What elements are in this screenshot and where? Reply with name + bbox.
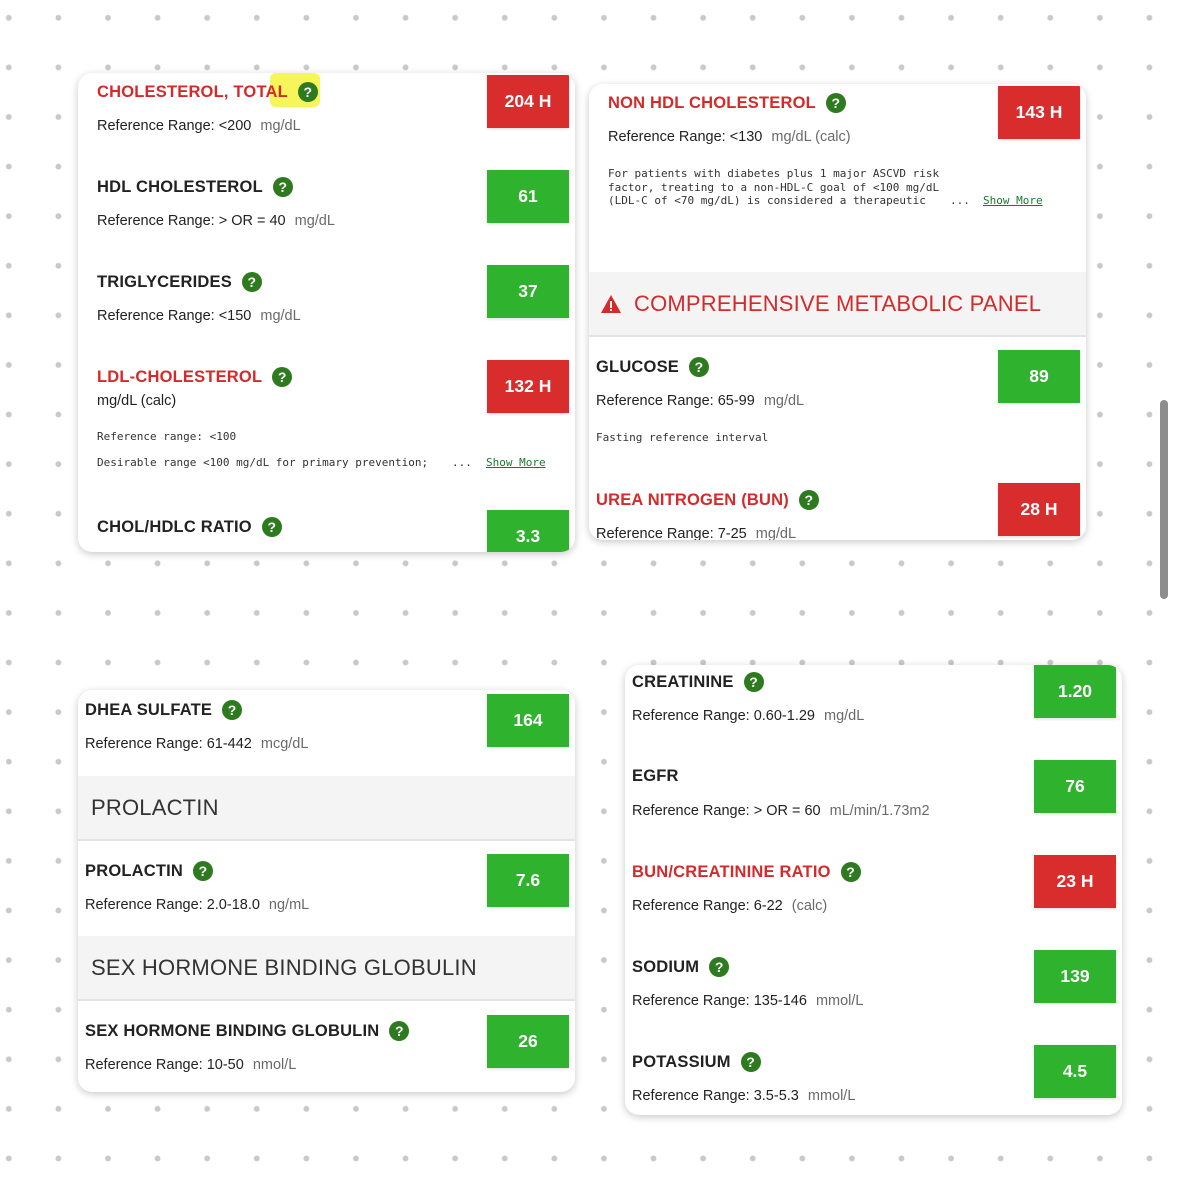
result-value-dhea: 164	[487, 694, 569, 747]
show-more-link[interactable]: Show More	[486, 456, 546, 469]
help-icon[interactable]: ?	[242, 272, 262, 292]
reference-range: Reference Range: 135-146 mmol/L	[632, 993, 864, 1009]
comment-text: Reference range: <100	[97, 430, 237, 443]
section-header-shbg	[78, 936, 575, 1001]
metabolic-panel-card	[589, 84, 1086, 540]
help-icon[interactable]: ?	[273, 177, 293, 197]
reference-range: Reference Range: <200 mg/dL	[97, 118, 301, 134]
lipid-panel-card	[78, 73, 575, 552]
section-header-prolactin	[78, 776, 575, 841]
test-name-creatinine[interactable]: CREATININE ?	[632, 672, 764, 692]
result-value-creatinine: 1.20	[1034, 665, 1116, 718]
result-value-shbg: 26	[487, 1015, 569, 1068]
reference-range: Reference Range: 6-22 (calc)	[632, 898, 828, 914]
test-name-cholesterol-total[interactable]: CHOLESTEROL, TOTAL ?	[97, 82, 318, 102]
comment-ellipsis: ...	[452, 456, 472, 469]
result-value-bun-creatinine-ratio: 23 H	[1034, 855, 1116, 908]
comment-text: For patients with diabetes plus 1 major ASCVD risk factor, treating to a non-HDL-C goal of <100 mg/dL (LDL-C of <70 mg/dL) is considered a therapeutic	[608, 167, 940, 207]
help-icon[interactable]: ?	[709, 957, 729, 977]
test-name-potassium[interactable]: POTASSIUM ?	[632, 1052, 761, 1072]
help-icon[interactable]: ?	[799, 490, 819, 510]
result-value-potassium: 4.5	[1034, 1045, 1116, 1098]
help-icon[interactable]: ?	[262, 517, 282, 537]
reference-range: Reference Range: > OR = 40 mg/dL	[97, 213, 335, 229]
help-icon[interactable]: ?	[193, 861, 213, 881]
help-icon[interactable]: ?	[222, 700, 242, 720]
test-name-bun-creatinine-ratio[interactable]: BUN/CREATININE RATIO ?	[632, 862, 861, 882]
reference-range: Reference Range: <150 mg/dL	[97, 308, 301, 324]
show-more-link[interactable]: Show More	[983, 194, 1043, 207]
test-name-ldl[interactable]: LDL-CHOLESTEROL ?	[97, 367, 292, 387]
hormone-panel-card	[78, 690, 575, 1092]
help-icon[interactable]: ?	[389, 1021, 409, 1041]
result-value-ldl: 132 H	[487, 360, 569, 413]
result-value-hdl: 61	[487, 170, 569, 223]
result-value-egfr: 76	[1034, 760, 1116, 813]
result-value-triglycerides: 37	[487, 265, 569, 318]
help-icon[interactable]: ?	[744, 672, 764, 692]
section-title: COMPREHENSIVE METABOLIC PANEL	[634, 290, 1042, 316]
result-value-cholesterol-total: 204 H	[487, 75, 569, 128]
result-value-chol-hdl-ratio: 3.3	[487, 510, 569, 552]
reference-range: Reference Range: 65-99 mg/dL	[596, 393, 805, 409]
reference-range: mg/dL (calc)	[97, 393, 177, 409]
test-name-non-hdl[interactable]: NON HDL CHOLESTEROL ?	[608, 93, 846, 113]
help-icon[interactable]: ?	[841, 862, 861, 882]
section-title: PROLACTIN	[91, 794, 219, 820]
reference-range: Reference Range: 10-50 nmol/L	[85, 1057, 297, 1073]
comment-text: Fasting reference interval	[596, 431, 769, 444]
reference-range: Reference Range: > OR = 60 mL/min/1.73m2	[632, 803, 930, 819]
comment-ellipsis: ...	[950, 194, 970, 207]
test-name-dhea[interactable]: DHEA SULFATE ?	[85, 700, 242, 720]
section-title: SEX HORMONE BINDING GLOBULIN	[91, 954, 477, 980]
test-name-shbg[interactable]: SEX HORMONE BINDING GLOBULIN ?	[85, 1021, 409, 1041]
result-value-bun: 28 H	[998, 483, 1080, 536]
section-header-cmp	[589, 272, 1086, 337]
help-icon[interactable]: ?	[689, 357, 709, 377]
kidney-panel-card	[625, 665, 1122, 1115]
test-name-sodium[interactable]: SODIUM ?	[632, 957, 729, 977]
result-value-non-hdl: 143 H	[998, 86, 1080, 139]
help-icon[interactable]: ?	[272, 367, 292, 387]
scrollbar[interactable]	[1160, 400, 1168, 599]
warning-icon	[600, 294, 622, 314]
result-value-prolactin: 7.6	[487, 854, 569, 907]
reference-range: Reference Range: 61-442 mcg/dL	[85, 736, 309, 752]
help-icon[interactable]: ?	[826, 93, 846, 113]
reference-range: Reference Range: <130 mg/dL (calc)	[608, 129, 851, 145]
test-name-egfr[interactable]: EGFR	[632, 767, 679, 785]
test-name-prolactin[interactable]: PROLACTIN ?	[85, 861, 213, 881]
reference-range: Reference Range: 2.0-18.0 ng/mL	[85, 897, 310, 913]
help-icon[interactable]: ?	[741, 1052, 761, 1072]
reference-range: Reference Range: 0.60-1.29 mg/dL	[632, 708, 865, 724]
test-name-glucose[interactable]: GLUCOSE ?	[596, 357, 709, 377]
comment-text: Desirable range <100 mg/dL for primary prevention;	[97, 456, 429, 469]
test-name-chol-hdl-ratio[interactable]: CHOL/HDLC RATIO ?	[97, 517, 282, 537]
test-name-triglycerides[interactable]: TRIGLYCERIDES ?	[97, 272, 262, 292]
test-name-bun[interactable]: UREA NITROGEN (BUN) ?	[596, 490, 819, 510]
help-icon[interactable]: ?	[298, 82, 318, 102]
result-value-glucose: 89	[998, 350, 1080, 403]
test-name-hdl[interactable]: HDL CHOLESTEROL ?	[97, 177, 293, 197]
reference-range: Reference Range: 7-25 mg/dL	[596, 526, 797, 540]
reference-range: Reference Range: 3.5-5.3 mmol/L	[632, 1088, 856, 1104]
result-value-sodium: 139	[1034, 950, 1116, 1003]
